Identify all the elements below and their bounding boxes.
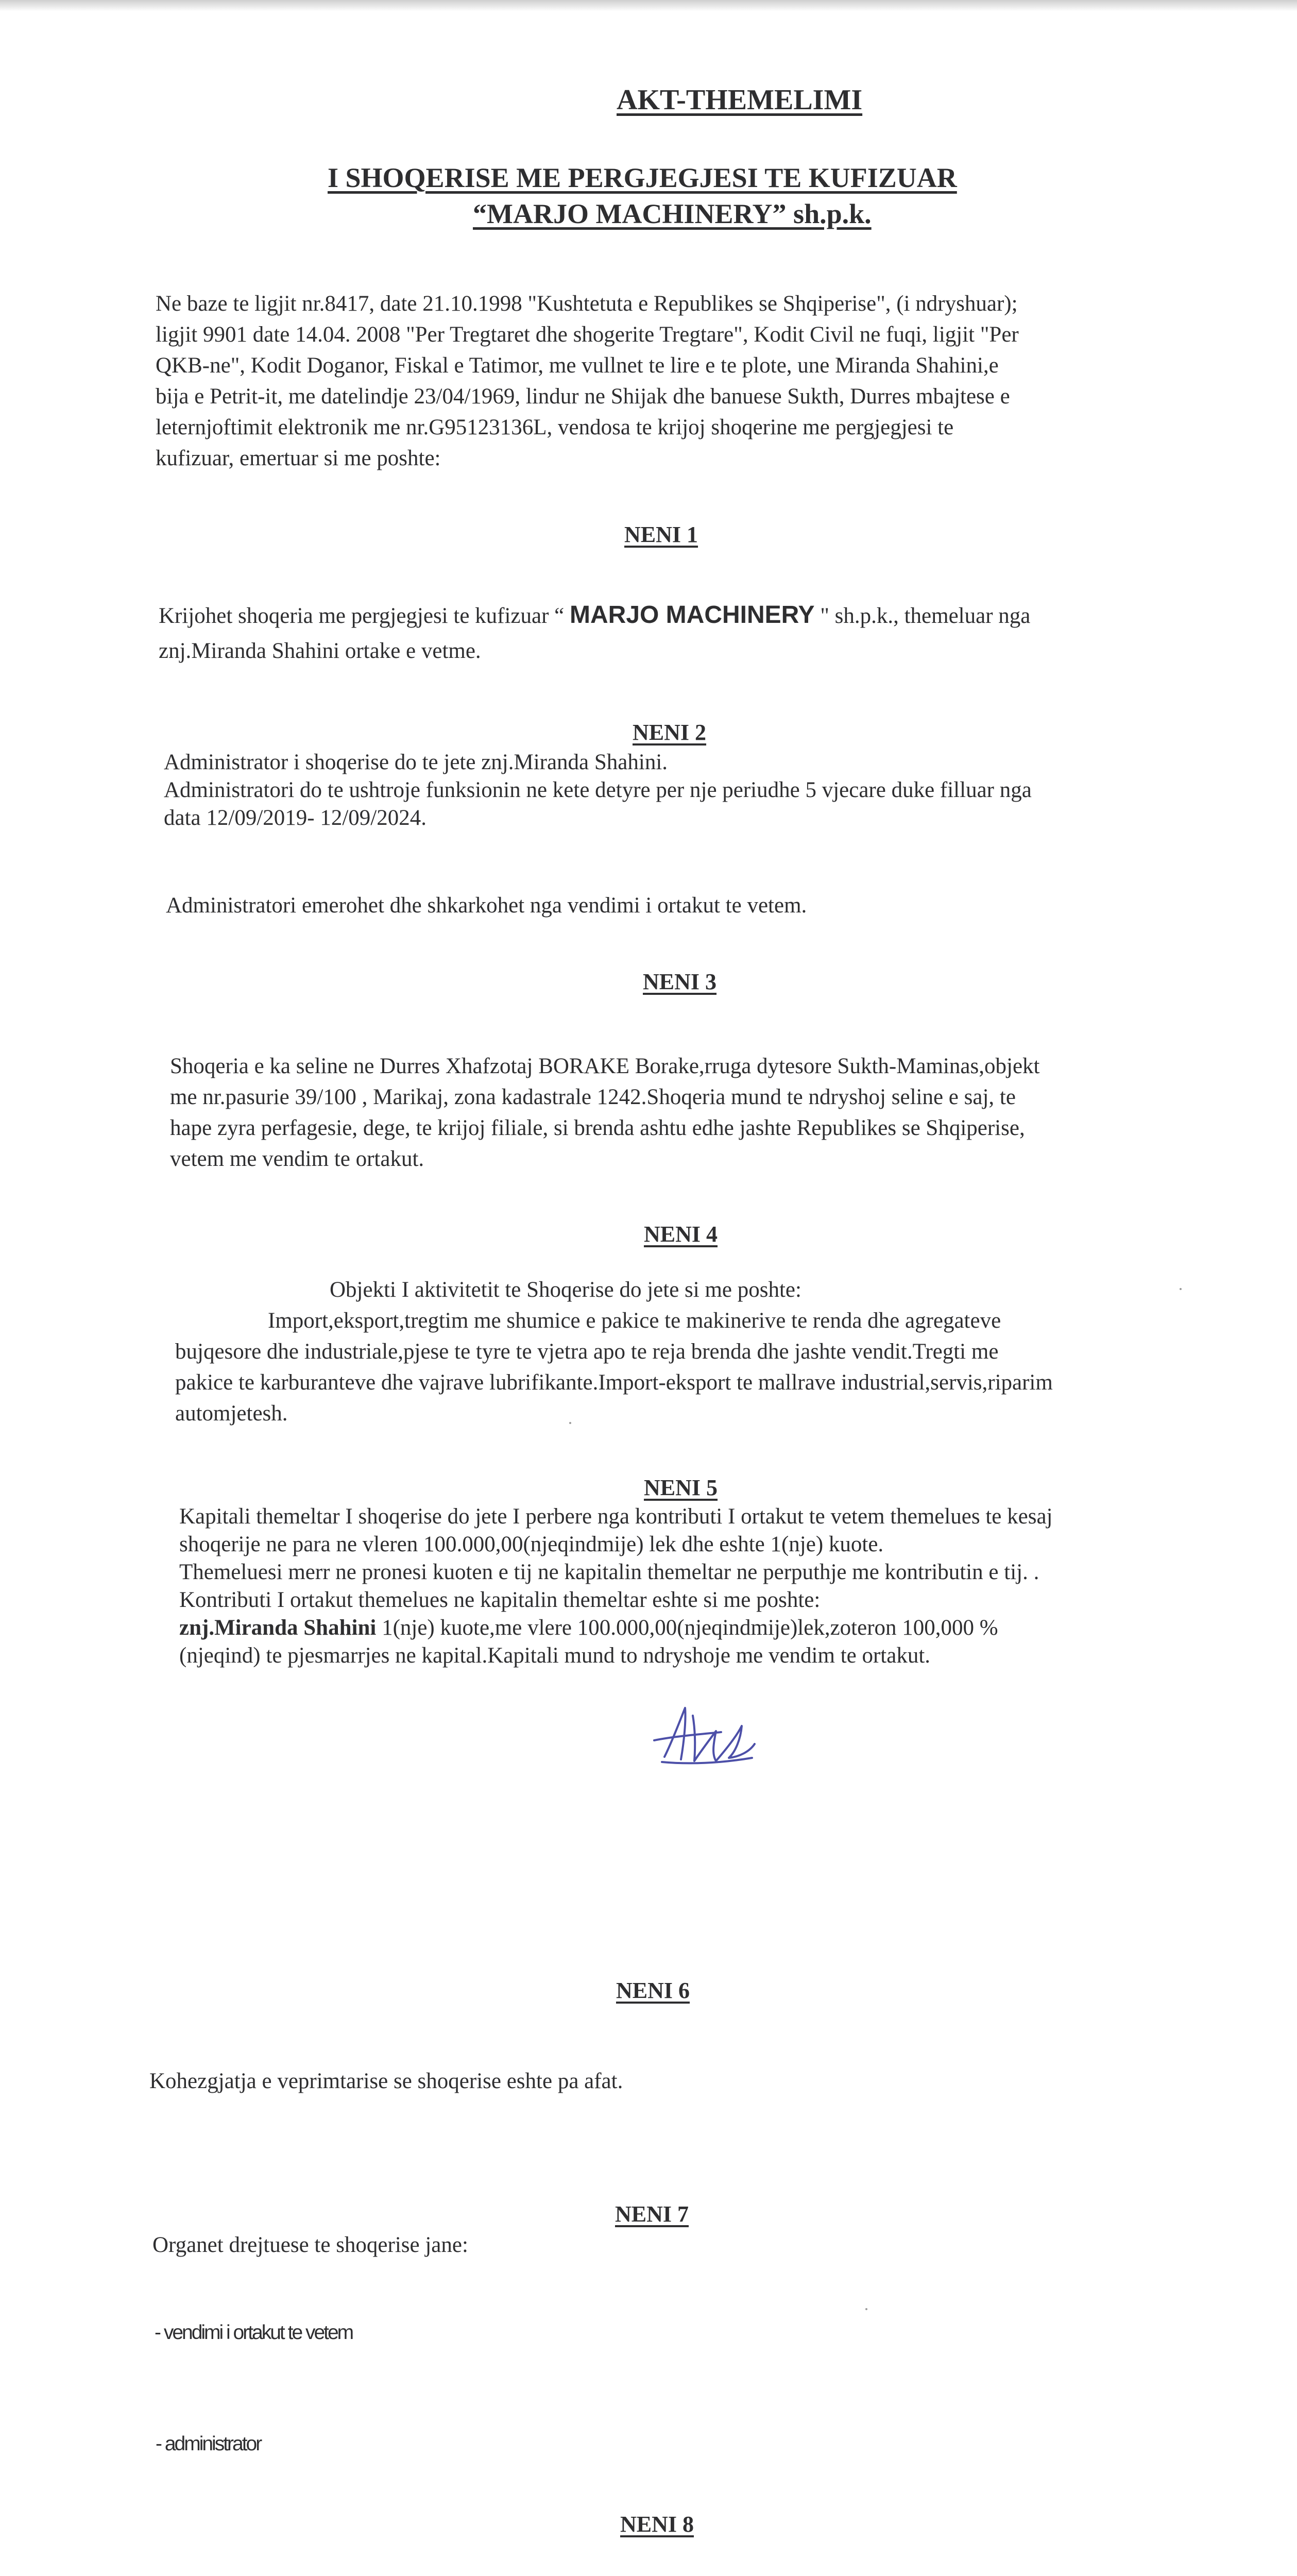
neni-4-line: Objekti I aktivitetit te Shoqerise do jete si me poshte:	[330, 1278, 801, 1302]
neni-2-line: Administrator i shoqerise do te jete znj.Miranda Shahini.	[164, 750, 668, 774]
intro-line: Ne baze te ligjit nr.8417, date 21.10.1998 "Kushtetuta e Republikes se Shqiperise", (i ndryshuar);	[156, 292, 1018, 316]
page-top-edge	[0, 0, 1297, 11]
company-brand-name: MARJO MACHINERY	[570, 601, 815, 629]
neni-4-line: automjetesh.	[175, 1401, 288, 1426]
neni-5-share-text: 1(nje) kuote,me vlere 100.000,00(njeqindmije)lek,zoteron 100,000 %	[376, 1616, 998, 1640]
neni-5-line: Themeluesi merr ne pronesi kuoten e tij ne kapitalin themeltar ne perputhje me kontributin e tij. .	[179, 1560, 1039, 1584]
neni-1-heading: NENI 1	[624, 522, 698, 547]
intro-line: bija e Petrit-it, me datelindje 23/04/1969, lindur ne Shijak dhe banuese Sukth, Durres mbajtese e	[156, 384, 1010, 409]
initials-signature-1	[644, 1700, 762, 1772]
intro-line: ligjit 9901 date 14.04. 2008 "Per Tregtaret dhe shogerite Tregtare", Kodit Civil ne fuqi, ligjit "Per	[156, 323, 1019, 347]
company-name-heading: “MARJO MACHINERY” sh.p.k.	[473, 198, 872, 229]
neni-6-heading: NENI 6	[616, 1978, 690, 2003]
neni-5-line: shoqerije ne para ne vleren 100.000,00(njeqindmije) lek dhe eshte 1(nje) kuote.	[179, 1532, 884, 1556]
neni-3-line: hape zyra perfagesie, dege, te krijoj filiale, si brenda ashtu edhe jashte Republikes se Shqiperise,	[170, 1116, 1025, 1140]
document-title: AKT-THEMELIMI	[617, 84, 863, 116]
neni-7-heading: NENI 7	[615, 2201, 689, 2227]
shareholder-name: znj.Miranda Shahini	[179, 1616, 377, 1640]
intro-line: QKB-ne", Kodit Doganor, Fiskal e Tatimor, me vullnet te lire e te plote, une Miranda Shahini,e	[156, 353, 999, 378]
neni-4-line: bujqesore dhe industriale,pjese te tyre te vjetra apo te reja brenda dhe jashte vendit.Tregti me	[175, 1340, 999, 1364]
neni-7-item: - administrator	[156, 2433, 261, 2455]
neni-6-text: Kohezgjatja e veprimtarise se shoqerise eshte pa afat.	[149, 2069, 623, 2093]
neni-5-heading: NENI 5	[644, 1475, 718, 1500]
neni-2-heading: NENI 2	[633, 720, 707, 745]
neni-2-line: data 12/09/2019- 12/09/2024.	[164, 806, 426, 830]
neni-8-heading: NENI 8	[620, 2512, 694, 2537]
neni-7-intro: Organet drejtuese te shoqerise jane:	[152, 2233, 468, 2257]
neni-3-line: me nr.pasurie 39/100 , Marikaj, zona kadastrale 1242.Shoqeria mund te ndryshoj seline e saj, te	[170, 1085, 1016, 1109]
neni-4-heading: NENI 4	[644, 1222, 718, 1247]
neni-2-line: Administratori do te ushtroje funksionin ne kete detyre per nje periudhe 5 vjecare duke filluar nga	[164, 778, 1032, 802]
neni-5-line: Kontributi I ortakut themelues ne kapitalin themeltar eshte si me poshte:	[179, 1588, 821, 1612]
neni-5-line: Kapitali themeltar I shoqerise do jete I perbere nga kontributi I ortakut te vetem themelues te kesaj	[179, 1504, 1053, 1529]
neni-2-line: Administratori emerohet dhe shkarkohet nga vendimi i ortakut te vetem.	[166, 893, 807, 918]
neni-5-line	[179, 1613, 998, 1643]
neni-1-text-pre: Krijohet shoqeria me pergjegjesi te kufizuar “	[159, 604, 570, 628]
neni-4-line: pakice te karburanteve dhe vajrave lubrifikante.Import-eksport te mallrave industrial,servis,riparim	[175, 1370, 1053, 1395]
intro-line: kufizuar, emertuar si me poshte:	[156, 446, 441, 470]
neni-1-text-post: " sh.p.k., themeluar nga	[814, 604, 1031, 628]
document-subtitle-line1: I SHOQERISE ME PERGJEGJESI TE KUFIZUAR	[328, 162, 957, 193]
neni-7-item: - vendimi i ortakut te vetem	[155, 2321, 353, 2344]
scan-speck	[865, 2308, 867, 2310]
scan-speck	[1180, 1288, 1182, 1290]
neni-1-line2: znj.Miranda Shahini ortake e vetme.	[159, 639, 481, 663]
neni-3-line: Shoqeria e ka seline ne Durres Xhafzotaj BORAKE Borake,rruga dytesore Sukth-Maminas,objekt	[170, 1054, 1040, 1078]
scan-speck	[569, 1422, 571, 1424]
intro-line: leternjoftimit elektronik me nr.G95123136L, vendosa te krijoj shoqerine me pergjegjesi te	[156, 415, 954, 439]
neni-4-line: Import,eksport,tregtim me shumice e pakice te makinerive te renda dhe agregateve	[268, 1309, 1001, 1333]
neni-3-heading: NENI 3	[643, 969, 717, 994]
neni-1-line1	[159, 600, 1030, 632]
neni-3-line: vetem me vendim te ortakut.	[170, 1147, 424, 1171]
neni-5-line: (njeqind) te pjesmarrjes ne kapital.Kapitali mund to ndryshoje me vendim te ortakut.	[179, 1643, 931, 1668]
